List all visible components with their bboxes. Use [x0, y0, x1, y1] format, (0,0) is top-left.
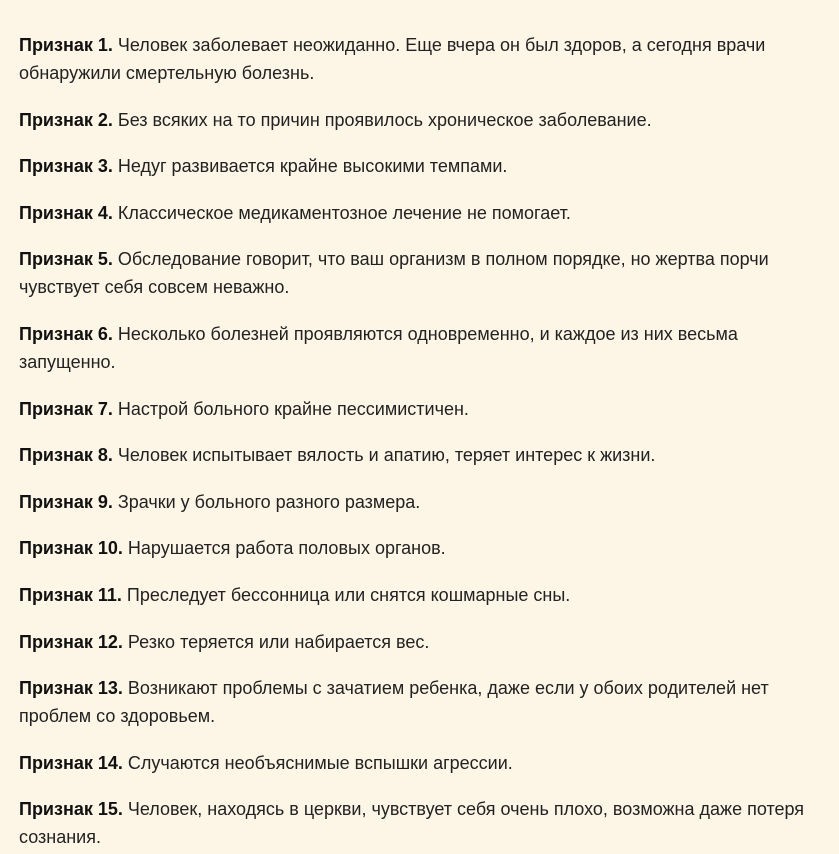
- sign-text: Зрачки у больного разного размера.: [117, 491, 421, 512]
- sign-item-6: [19, 320, 827, 376]
- sign-item-9: [19, 488, 827, 516]
- sign-label: Признак 10.: [19, 538, 123, 559]
- sign-text: Обследование говорит, что ваш организм в полном порядке, но жертва порчи чувствует себя совсем неважно.: [19, 249, 769, 298]
- sign-item-12: [19, 628, 827, 656]
- sign-text: Без всяких на то причин проявилось хроническое заболевание.: [117, 109, 652, 130]
- sign-label: Признак 12.: [19, 631, 123, 652]
- sign-label: Признак 6.: [19, 323, 113, 344]
- sign-label: Признак 5.: [19, 249, 113, 270]
- sign-item-2: [19, 106, 827, 134]
- sign-label: Признак 14.: [19, 752, 123, 773]
- sign-text: Преследует бессонница или снятся кошмарные сны.: [126, 584, 571, 605]
- sign-item-14: [19, 749, 827, 777]
- sign-text: Человек, находясь в церкви, чувствует себя очень плохо, возможна даже потеря сознания.: [19, 799, 805, 848]
- sign-item-5: [19, 245, 827, 301]
- sign-text: Настрой больного крайне пессимистичен.: [117, 398, 469, 419]
- sign-text: Нарушается работа половых органов.: [127, 538, 446, 559]
- sign-item-15: [19, 795, 827, 851]
- sign-label: Признак 9.: [19, 491, 113, 512]
- sign-label: Признак 2.: [19, 109, 113, 130]
- sign-text: Человек заболевает неожиданно. Еще вчера он был здоров, а сегодня врачи обнаружили смертельную болезнь.: [19, 35, 766, 83]
- sign-item-10: [19, 534, 827, 562]
- sign-label: Признак 11.: [19, 584, 122, 605]
- sign-label: Признак 15.: [19, 799, 123, 820]
- sign-item-3: [19, 152, 827, 180]
- sign-item-11: [19, 581, 827, 609]
- sign-text: Резко теряется или набирается вес.: [127, 631, 430, 652]
- sign-item-8: [19, 441, 827, 469]
- sign-text: Несколько болезней проявляются одновременно, и каждое из них весьма запущенно.: [19, 323, 738, 372]
- sign-label: Признак 1.: [19, 35, 113, 55]
- sign-item-1: [19, 31, 827, 87]
- sign-label: Признак 3.: [19, 156, 113, 177]
- sign-item-4: [19, 199, 827, 227]
- sign-label: Признак 13.: [19, 678, 123, 699]
- sign-label: Признак 7.: [19, 398, 113, 419]
- sign-text: Человек испытывает вялость и апатию, теряет интерес к жизни.: [117, 445, 656, 466]
- sign-text: Случаются необъяснимые вспышки агрессии.: [127, 752, 513, 773]
- sign-item-7: [19, 395, 827, 423]
- sign-text: Недуг развивается крайне высокими темпами.: [117, 156, 508, 177]
- sign-item-13: [19, 674, 827, 730]
- sign-label: Признак 8.: [19, 445, 113, 466]
- sign-text: Классическое медикаментозное лечение не помогает.: [117, 202, 571, 223]
- sign-label: Признак 4.: [19, 202, 113, 223]
- sign-text: Возникают проблемы с зачатием ребенка, даже если у обоих родителей нет проблем со здоровьем.: [19, 678, 769, 727]
